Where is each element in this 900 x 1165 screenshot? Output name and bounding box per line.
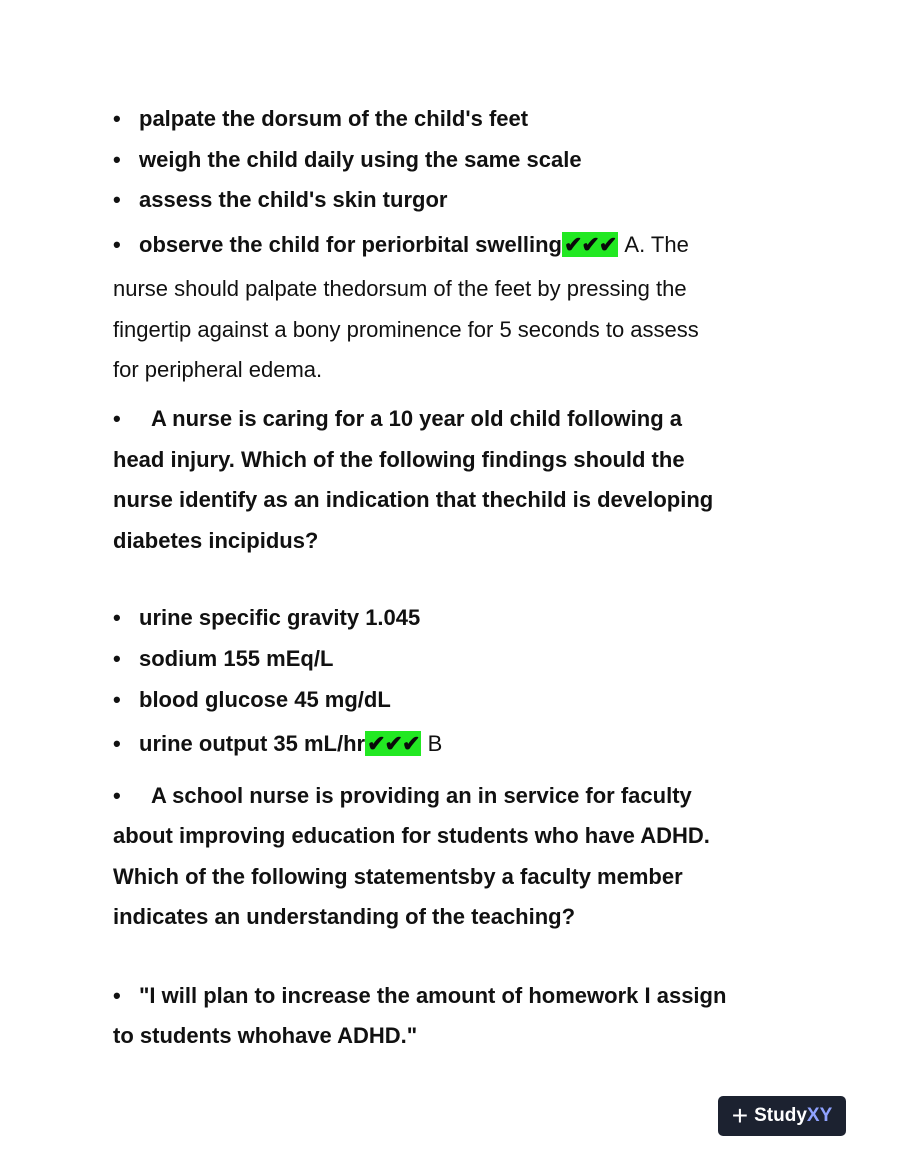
bullet: • xyxy=(113,783,121,808)
option-line xyxy=(113,729,442,759)
question-line: nurse identify as an indication that thechild is developing xyxy=(113,487,714,512)
question-line: about improving education for students who have ADHD. xyxy=(113,823,710,848)
bullet: • xyxy=(113,605,121,630)
option-line xyxy=(113,981,726,1011)
option-text: urine output 35 mL/hr xyxy=(139,731,366,756)
bullet: • xyxy=(113,983,121,1008)
bullet: • xyxy=(113,646,121,671)
bullet: • xyxy=(113,147,121,172)
option-line xyxy=(113,644,333,674)
option-text: urine specific gravity 1.045 xyxy=(139,605,421,630)
option-line xyxy=(113,145,582,175)
logo-brand: Study xyxy=(754,1105,807,1126)
plus-icon: + xyxy=(731,1100,749,1131)
option-text: sodium 155 mEq/L xyxy=(139,646,334,671)
answer-text: A. The xyxy=(624,232,689,257)
question-line xyxy=(113,781,692,811)
bullet: • xyxy=(113,187,121,212)
question-text: A nurse is caring for a 10 year old child following a xyxy=(151,406,682,431)
question-line: Which of the following statementsby a faculty member xyxy=(113,864,683,889)
option-line xyxy=(113,685,391,715)
rationale-line: for peripheral edema. xyxy=(113,357,323,382)
correct-check-marks: ✔✔✔ xyxy=(367,731,420,756)
option-line xyxy=(113,603,420,633)
option-text: weigh the child daily using the same scale xyxy=(139,147,582,172)
answer-text: B xyxy=(427,731,443,756)
option-line: to students whohave ADHD." xyxy=(113,1023,418,1048)
correct-check-marks: ✔✔✔ xyxy=(563,232,617,257)
option-line xyxy=(113,104,528,134)
option-line xyxy=(113,185,447,215)
logo-brand-accent: XY xyxy=(806,1105,833,1126)
bullet: • xyxy=(113,232,121,257)
rationale-line: nurse should palpate thedorsum of the feet by pressing the xyxy=(113,276,687,301)
question-line: head injury. Which of the following findings should the xyxy=(113,447,685,472)
question-line xyxy=(113,404,682,434)
studyxy-logo xyxy=(718,1096,846,1136)
bullet: • xyxy=(113,687,121,712)
bullet: • xyxy=(113,106,121,131)
option-text: assess the child's skin turgor xyxy=(139,187,448,212)
bullet: • xyxy=(113,731,121,756)
option-text: palpate the dorsum of the child's feet xyxy=(139,106,529,131)
option-line xyxy=(113,230,689,260)
option-text: observe the child for periorbital swelling xyxy=(139,232,562,257)
question-line: diabetes incipidus? xyxy=(113,528,319,553)
option-text: "I will plan to increase the amount of homework I assign xyxy=(139,983,727,1008)
rationale-line: fingertip against a bony prominence for 5 seconds to assess xyxy=(113,317,699,342)
question-line: indicates an understanding of the teaching? xyxy=(113,904,576,929)
bullet: • xyxy=(113,406,121,431)
question-text: A school nurse is providing an in service for faculty xyxy=(151,783,692,808)
option-text: blood glucose 45 mg/dL xyxy=(139,687,391,712)
